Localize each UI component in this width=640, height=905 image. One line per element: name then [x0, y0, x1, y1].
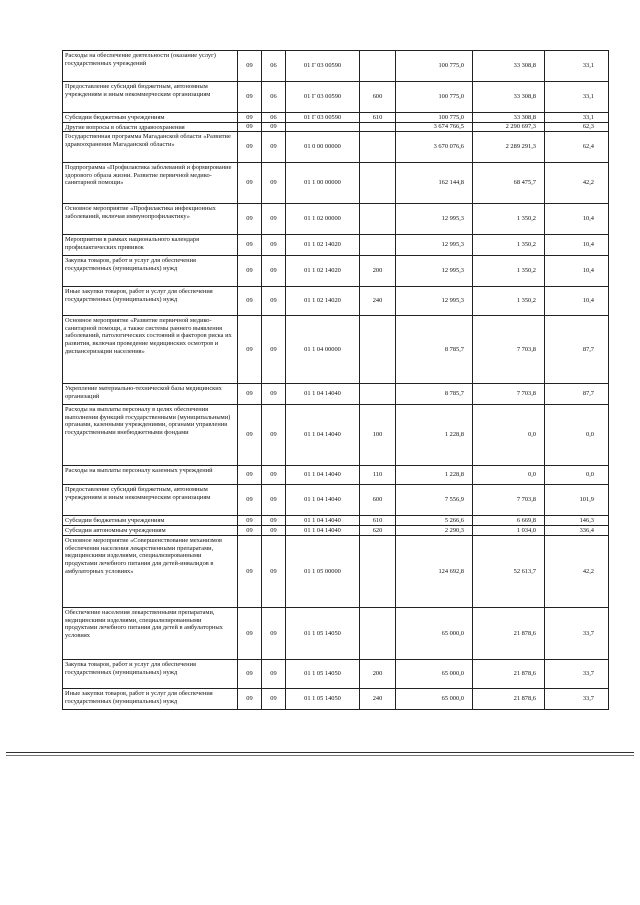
- cell-name: Иные закупки товаров, работ и услуг для обеспечения государственных (муниципальных) нужд: [63, 689, 238, 710]
- cell-expense-type: [360, 384, 396, 405]
- table-row: [63, 51, 609, 82]
- cell-name: Предоставление субсидий бюджетным, автономным учреждениям и иным некоммерческим организациям: [63, 82, 238, 113]
- cell-expense-type: 100: [360, 405, 396, 466]
- cell-executed: 52 613,7: [473, 536, 545, 608]
- cell-expense-type: 200: [360, 660, 396, 689]
- cell-percent: 146,3: [545, 516, 609, 526]
- table-row: [63, 689, 609, 710]
- cell-percent: 336,4: [545, 526, 609, 536]
- cell-name: Иные закупки товаров, работ и услуг для обеспечения государственных (муниципальных) нужд: [63, 287, 238, 316]
- cell-executed: 1 350,2: [473, 256, 545, 287]
- cell-target-article: [286, 122, 360, 132]
- cell-executed: 33 308,8: [473, 113, 545, 123]
- cell-expense-type: [360, 235, 396, 256]
- cell-percent: 87,7: [545, 316, 609, 384]
- footer-divider: [6, 752, 634, 753]
- cell-name: Основное мероприятие «Развитие первичной медико-санитарной помощи, а также системы раннего выявления заболеваний, патологических состояний и факторов риска их развития, включая проведение медицинских осмотров и диспансеризации населения»: [63, 316, 238, 384]
- cell-expense-type: 240: [360, 287, 396, 316]
- cell-target-article: 01 Г 03 00590: [286, 51, 360, 82]
- cell-name: Субсидии бюджетным учреждениям: [63, 113, 238, 123]
- cell-section: 09: [238, 235, 262, 256]
- cell-section: 09: [238, 405, 262, 466]
- cell-subsection: 09: [262, 536, 286, 608]
- table-row: [63, 235, 609, 256]
- cell-expense-type: 620: [360, 526, 396, 536]
- cell-plan: 2 290,3: [396, 526, 473, 536]
- cell-target-article: 01 1 02 14020: [286, 287, 360, 316]
- cell-section: 09: [238, 82, 262, 113]
- cell-executed: 0,0: [473, 405, 545, 466]
- cell-subsection: 09: [262, 608, 286, 660]
- cell-subsection: 09: [262, 660, 286, 689]
- cell-executed: 21 878,6: [473, 608, 545, 660]
- table-row: [63, 132, 609, 163]
- cell-target-article: 01 1 04 14040: [286, 516, 360, 526]
- cell-plan: 8 785,7: [396, 316, 473, 384]
- cell-plan: 8 785,7: [396, 384, 473, 405]
- cell-target-article: 01 1 05 14050: [286, 608, 360, 660]
- table-row: [63, 516, 609, 526]
- cell-section: 09: [238, 113, 262, 123]
- cell-name: Обеспечение населения лекарственными препаратами, медицинскими изделиями, специализированными продуктами лечебного питания для детей в амбулаторных условиях: [63, 608, 238, 660]
- cell-percent: 101,9: [545, 485, 609, 516]
- table-row: [63, 204, 609, 235]
- table-row: [63, 526, 609, 536]
- cell-section: 09: [238, 316, 262, 384]
- cell-expense-type: 200: [360, 256, 396, 287]
- cell-percent: 33,1: [545, 82, 609, 113]
- cell-name: Мероприятия в рамках национального календаря профилактических прививок: [63, 235, 238, 256]
- cell-section: 09: [238, 51, 262, 82]
- cell-executed: 2 290 697,3: [473, 122, 545, 132]
- cell-section: 09: [238, 466, 262, 485]
- cell-section: 09: [238, 516, 262, 526]
- table-row: [63, 485, 609, 516]
- cell-plan: 1 228,8: [396, 466, 473, 485]
- table-row: [63, 536, 609, 608]
- table-row: [63, 405, 609, 466]
- cell-expense-type: 110: [360, 466, 396, 485]
- cell-executed: 7 703,8: [473, 316, 545, 384]
- cell-name: Расходы на обеспечение деятельности (оказание услуг) государственных учреждений: [63, 51, 238, 82]
- cell-subsection: 06: [262, 51, 286, 82]
- cell-section: 09: [238, 256, 262, 287]
- cell-name: Государственная программа Магаданской области «Развитие здравоохранения Магаданской области»: [63, 132, 238, 163]
- cell-subsection: 09: [262, 132, 286, 163]
- cell-percent: 87,7: [545, 384, 609, 405]
- cell-expense-type: [360, 608, 396, 660]
- cell-executed: 1 034,0: [473, 526, 545, 536]
- cell-percent: 10,4: [545, 287, 609, 316]
- cell-name: Другие вопросы в области здравоохранения: [63, 122, 238, 132]
- cell-plan: 124 692,8: [396, 536, 473, 608]
- cell-expense-type: [360, 132, 396, 163]
- cell-subsection: 09: [262, 122, 286, 132]
- cell-name: Расходы на выплаты персоналу в целях обеспечения выполнения функций государственными (муниципальными) органами, казенными учреждениями, органами управления государственными внебюджетными фондами: [63, 405, 238, 466]
- cell-executed: 21 878,6: [473, 660, 545, 689]
- cell-name: Предоставление субсидий бюджетным, автономным учреждениям и иным некоммерческим организациям: [63, 485, 238, 516]
- cell-expense-type: [360, 204, 396, 235]
- cell-plan: 162 144,8: [396, 163, 473, 204]
- cell-executed: 2 289 291,3: [473, 132, 545, 163]
- cell-section: 09: [238, 660, 262, 689]
- cell-plan: 3 670 076,6: [396, 132, 473, 163]
- cell-target-article: 01 Г 03 00590: [286, 82, 360, 113]
- cell-expense-type: [360, 536, 396, 608]
- cell-plan: 100 775,0: [396, 51, 473, 82]
- cell-executed: 68 475,7: [473, 163, 545, 204]
- cell-plan: 100 775,0: [396, 82, 473, 113]
- cell-name: Субсидии автономным учреждениям: [63, 526, 238, 536]
- cell-name: Закупка товаров, работ и услуг для обеспечения государственных (муниципальных) нужд: [63, 660, 238, 689]
- cell-subsection: 09: [262, 405, 286, 466]
- cell-subsection: 09: [262, 466, 286, 485]
- table-row: [63, 384, 609, 405]
- cell-plan: 3 674 766,5: [396, 122, 473, 132]
- cell-section: 09: [238, 689, 262, 710]
- cell-executed: 7 703,8: [473, 485, 545, 516]
- cell-plan: 65 000,0: [396, 689, 473, 710]
- cell-subsection: 09: [262, 485, 286, 516]
- cell-section: 09: [238, 163, 262, 204]
- cell-executed: 1 350,2: [473, 204, 545, 235]
- cell-expense-type: [360, 51, 396, 82]
- cell-percent: 42,2: [545, 536, 609, 608]
- cell-expense-type: [360, 316, 396, 384]
- cell-percent: 42,2: [545, 163, 609, 204]
- cell-section: 09: [238, 122, 262, 132]
- cell-subsection: 09: [262, 516, 286, 526]
- cell-target-article: 01 1 04 14040: [286, 384, 360, 405]
- cell-target-article: 01 1 02 00000: [286, 204, 360, 235]
- cell-name: Закупка товаров, работ и услуг для обеспечения государственных (муниципальных) нужд: [63, 256, 238, 287]
- table-row: [63, 316, 609, 384]
- table-row: [63, 608, 609, 660]
- table-row: [63, 113, 609, 123]
- cell-plan: 100 775,0: [396, 113, 473, 123]
- cell-plan: 12 995,3: [396, 204, 473, 235]
- cell-target-article: 01 1 04 14040: [286, 466, 360, 485]
- cell-section: 09: [238, 608, 262, 660]
- cell-name: Основное мероприятие «Профилактика инфекционных заболеваний, включая иммунопрофилактику»: [63, 204, 238, 235]
- cell-expense-type: 600: [360, 82, 396, 113]
- cell-target-article: 01 1 02 14020: [286, 235, 360, 256]
- cell-section: 09: [238, 485, 262, 516]
- cell-target-article: 01 1 04 14040: [286, 485, 360, 516]
- cell-percent: 10,4: [545, 256, 609, 287]
- cell-subsection: 09: [262, 384, 286, 405]
- cell-plan: 12 995,3: [396, 235, 473, 256]
- cell-target-article: 01 1 05 14050: [286, 660, 360, 689]
- cell-target-article: 01 1 05 14050: [286, 689, 360, 710]
- cell-executed: 0,0: [473, 466, 545, 485]
- table-row: [63, 287, 609, 316]
- cell-subsection: 06: [262, 113, 286, 123]
- cell-plan: 65 000,0: [396, 660, 473, 689]
- table-row: [63, 660, 609, 689]
- cell-executed: 33 308,8: [473, 51, 545, 82]
- cell-name: Расходы на выплаты персоналу казенных учреждений: [63, 466, 238, 485]
- budget-table: [62, 50, 609, 710]
- cell-plan: 7 556,9: [396, 485, 473, 516]
- table-row: [63, 256, 609, 287]
- cell-section: 09: [238, 526, 262, 536]
- cell-plan: 5 266,6: [396, 516, 473, 526]
- cell-name: Подпрограмма «Профилактика заболеваний и формирование здорового образа жизни. Развитие первичной медико-санитарной помощи»: [63, 163, 238, 204]
- table-row: [63, 466, 609, 485]
- table-row: [63, 163, 609, 204]
- cell-percent: 33,1: [545, 113, 609, 123]
- cell-percent: 33,1: [545, 51, 609, 82]
- cell-percent: 10,4: [545, 204, 609, 235]
- cell-target-article: 01 1 00 00000: [286, 163, 360, 204]
- cell-target-article: 01 0 00 00000: [286, 132, 360, 163]
- cell-section: 09: [238, 287, 262, 316]
- cell-executed: 1 350,2: [473, 235, 545, 256]
- cell-executed: 21 878,6: [473, 689, 545, 710]
- cell-percent: 62,4: [545, 132, 609, 163]
- cell-plan: 1 228,8: [396, 405, 473, 466]
- cell-name: Субсидии бюджетным учреждениям: [63, 516, 238, 526]
- cell-subsection: 09: [262, 256, 286, 287]
- cell-expense-type: 610: [360, 516, 396, 526]
- cell-section: 09: [238, 132, 262, 163]
- cell-subsection: 09: [262, 316, 286, 384]
- cell-subsection: 09: [262, 287, 286, 316]
- cell-plan: 12 995,3: [396, 287, 473, 316]
- cell-expense-type: 610: [360, 113, 396, 123]
- cell-target-article: 01 1 02 14020: [286, 256, 360, 287]
- cell-target-article: 01 1 04 14040: [286, 526, 360, 536]
- cell-expense-type: [360, 163, 396, 204]
- cell-percent: 33,7: [545, 660, 609, 689]
- table-row: [63, 122, 609, 132]
- cell-target-article: 01 1 05 00000: [286, 536, 360, 608]
- cell-plan: 65 000,0: [396, 608, 473, 660]
- cell-subsection: 09: [262, 204, 286, 235]
- cell-subsection: 09: [262, 163, 286, 204]
- cell-expense-type: 600: [360, 485, 396, 516]
- cell-executed: 1 350,2: [473, 287, 545, 316]
- cell-percent: 10,4: [545, 235, 609, 256]
- cell-percent: 33,7: [545, 689, 609, 710]
- cell-expense-type: [360, 122, 396, 132]
- cell-section: 09: [238, 536, 262, 608]
- cell-executed: 6 669,8: [473, 516, 545, 526]
- cell-percent: 33,7: [545, 608, 609, 660]
- cell-target-article: 01 1 04 14040: [286, 405, 360, 466]
- cell-section: 09: [238, 384, 262, 405]
- cell-plan: 12 995,3: [396, 256, 473, 287]
- cell-name: Основное мероприятие «Совершенствование механизмов обеспечения населения лекарственными препаратами, медицинскими изделиями, специализированными продуктами лечебного питания для детей-инвалидов в амбулаторных условиях»: [63, 536, 238, 608]
- table-row: [63, 82, 609, 113]
- cell-executed: 33 308,8: [473, 82, 545, 113]
- cell-subsection: 09: [262, 526, 286, 536]
- cell-executed: 7 703,8: [473, 384, 545, 405]
- cell-percent: 0,0: [545, 405, 609, 466]
- cell-subsection: 09: [262, 235, 286, 256]
- footer-divider-thin: [6, 755, 634, 756]
- cell-percent: 0,0: [545, 466, 609, 485]
- cell-name: Укрепление материально-технической базы медицинских организаций: [63, 384, 238, 405]
- cell-section: 09: [238, 204, 262, 235]
- cell-expense-type: 240: [360, 689, 396, 710]
- cell-subsection: 06: [262, 82, 286, 113]
- cell-target-article: 01 Г 03 00590: [286, 113, 360, 123]
- cell-percent: 62,3: [545, 122, 609, 132]
- cell-subsection: 09: [262, 689, 286, 710]
- cell-target-article: 01 1 04 00000: [286, 316, 360, 384]
